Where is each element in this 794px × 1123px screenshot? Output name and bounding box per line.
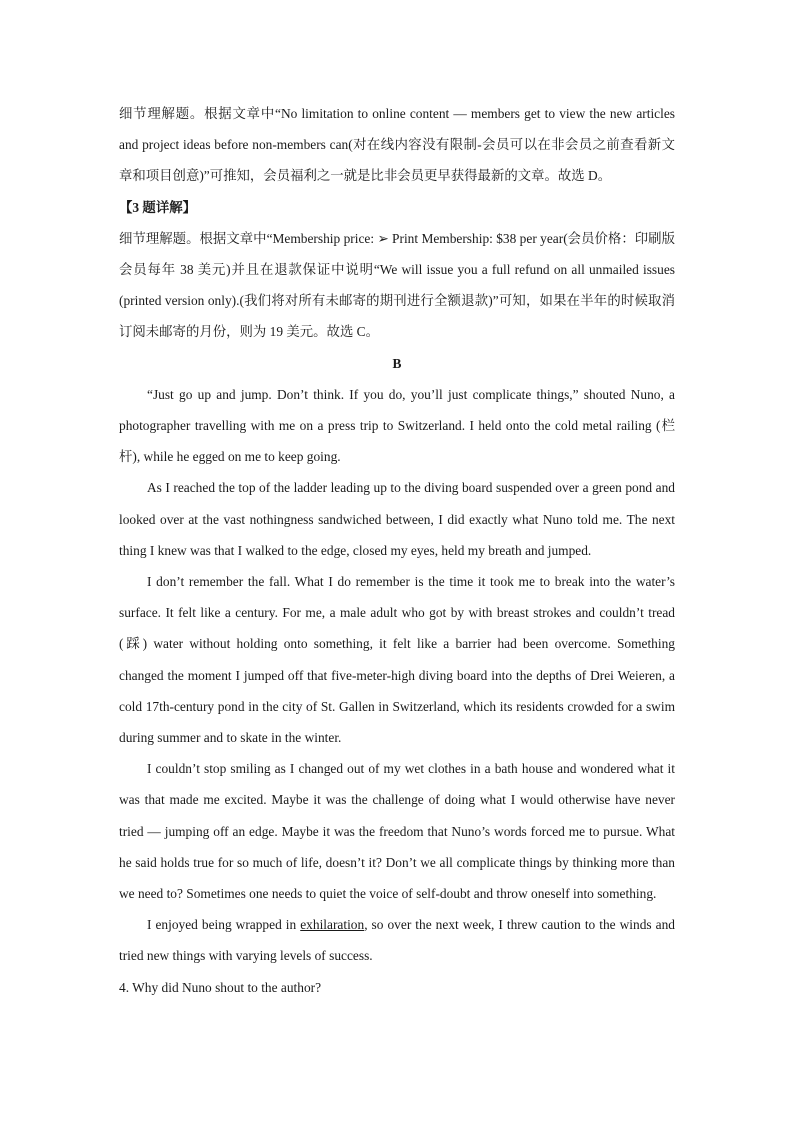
passage-paragraph-3: I don’t remember the fall. What I do remember is the time it took me to break into the water’s surface. It felt like a century. For me, a male adult who got by with breast strokes and couldn’t tread (踩) water without holding onto something, it felt like a barrier had been overcome. Something changed the moment I jumped off that five-meter-high diving board into the depths of Drei Weieren, a cold 17th-century pond in the city of St. Gallen in Switzerland, which its residents crowded for a swim during summer and to skate in the winter. [119, 574, 675, 746]
answer3-explanation: 细节理解题。根据文章中“Membership price: ➢ Print Membership: $38 per year(会员价格：印刷版会员每年 38 美元)并且在退款保证中说明“We will issue you a full refund on all unmailed issues (printed version only).(我们将对所有未邮寄的期刊进行全额退款)”可知，如果在半年的时候取消订阅未邮寄的月份，则为 19 美元。故选 C。 [119, 230, 675, 340]
question-4: 4. Why did Nuno shout to the author? [119, 979, 322, 995]
passage-paragraph-2: As I reached the top of the ladder leading up to the diving board suspended over a green pond and looked over at the vast nothingness sandwiched between, I did exactly what Nuno told me. The next thing I knew was that I walked to the edge, closed my eyes, held my breath and jumped. [119, 480, 675, 558]
passage-paragraph-5 [119, 909, 675, 971]
answer2-explanation: 细节理解题。根据文章中“No limitation to online content — members get to view the new articles and project ideas before non-members can(对在线内容没有限制-会员可以在非会员之前查看新文章和项目创意)”可推知，会员福利之一就是比非会员更早获得最新的文章。故选 D。 [119, 106, 675, 184]
section-title: B [392, 355, 402, 371]
passage-paragraph-1: “Just go up and jump. Don’t think. If you do, you’ll just complicate things,” shouted Nuno, a photographer travelling with me on a press trip to Switzerland. I held onto the cold metal railing (栏杆), while he egged on me to keep going. [119, 386, 675, 465]
underlined-word: exhilaration [300, 917, 365, 933]
passage-paragraph-4: I couldn’t stop smiling as I changed out of my wet clothes in a bath house and wondered what it was that made me excited. Maybe it was the challenge of doing what I would otherwise have never tried — jumping off an edge. Maybe it was the freedom that Nuno’s words forced me to pursue. What he said holds true for so much of life, doesn’t it? Don’t we all complicate things by thinking more than we need to? Sometimes one needs to quiet the voice of self-doubt and throw oneself into something. [119, 761, 675, 902]
passage-paragraph-5-start: I enjoyed being wrapped in [147, 917, 301, 933]
answer3-heading: 【3 题详解】 [119, 199, 196, 215]
document-content [119, 98, 675, 1003]
passage-paragraph-5-end: , so over the next week, I threw caution to the winds and tried new things with varying levels of success. [119, 917, 675, 964]
